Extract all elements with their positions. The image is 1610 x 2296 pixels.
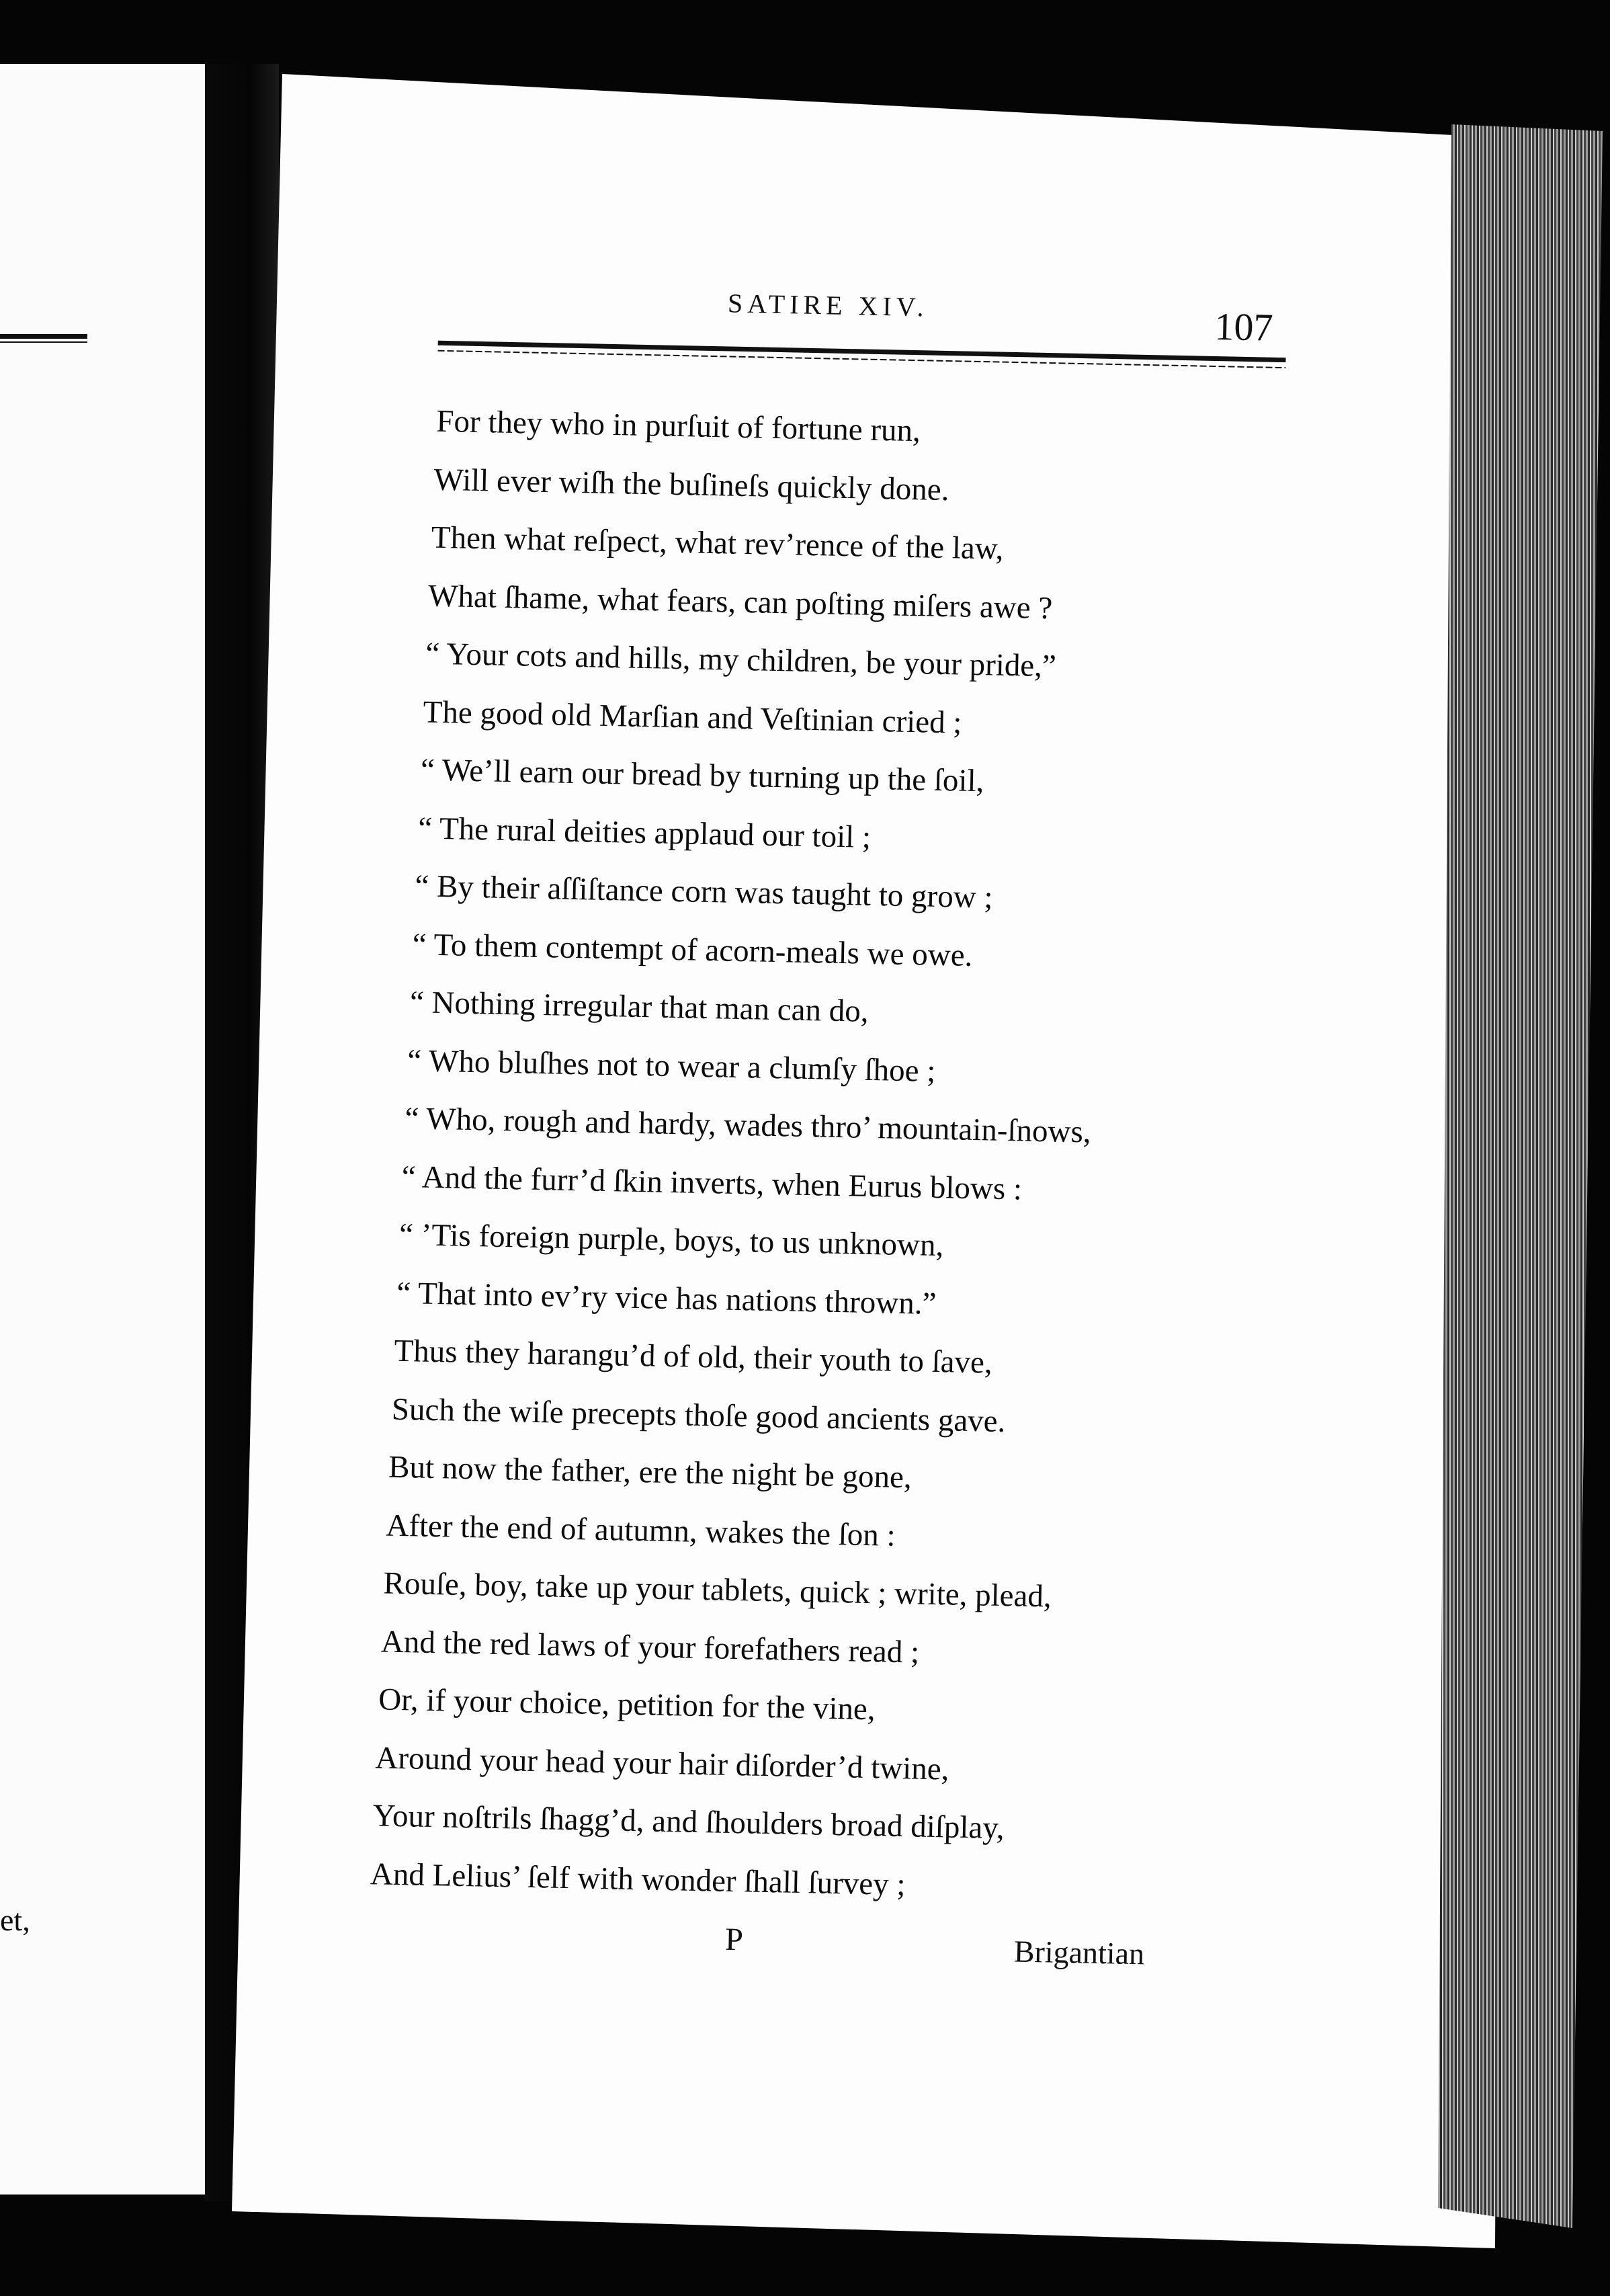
verse-line: Or, if your choice, petition for the vine, (378, 1682, 876, 1727)
verse-line: “ We’ll earn our bread by turning up the ſoil, (420, 752, 984, 799)
verse-line: “ Who, rough and hardy, wades thro’ mountain-ſnows, (405, 1101, 1092, 1150)
verse-line: Your noſtrils ſhagg’d, and ſhoulders broad diſplay, (372, 1798, 1005, 1846)
verse-line: “ To them contempt of acorn-meals we owe. (412, 926, 973, 973)
verse-line: After the end of autumn, wakes the ſon : (385, 1508, 896, 1553)
verse-line: “ ’Tis foreign purple, boys, to us unknown, (398, 1217, 944, 1264)
verse-line: “ Your cots and hills, my children, be your pride,” (425, 636, 1057, 684)
verse-line: “ Who bluſhes not to wear a clumſy ſhoe ; (407, 1042, 936, 1089)
running-head: SATIRE XIV. (727, 288, 929, 323)
verse-line: Around your head your hair diſorder’d twine, (374, 1739, 949, 1787)
verse-line: And the red laws of your forefathers read ; (380, 1623, 920, 1670)
verse-line: Then what reſpect, what rev’rence of the law, (431, 520, 1004, 567)
page-number: 107 (1214, 304, 1274, 350)
verse-line: The good old Marſian and Veſtinian cried ; (423, 694, 962, 741)
verse-line: Thus they harangu’d of old, their youth to ſave, (394, 1333, 993, 1381)
verse-line: Such the wiſe precepts thoſe good ancients gave. (391, 1391, 1006, 1439)
verse-line: Will ever wiſh the buſineſs quickly done. (433, 462, 949, 507)
verse-line: “ That into ev’ry vice has nations thrown.” (396, 1275, 937, 1321)
poem-text (370, 393, 1310, 1922)
verse-line: But now the father, ere the night be gone, (388, 1449, 913, 1495)
verse-line: What ſhame, what fears, can poſting miſers awe ? (427, 578, 1053, 626)
verse-line: And Lelius’ ſelf with wonder ſhall ſurvey ; (370, 1856, 906, 1902)
verse-line: “ Nothing irregular that man can do, (409, 985, 870, 1029)
left-page-fragment: et, (0, 1903, 30, 1937)
verse-line: “ The rural deities applaud our toil ; (417, 810, 872, 855)
verse-line: “ And the furr’d ſkin inverts, when Eurus blows : (401, 1159, 1023, 1206)
signature-mark: P (724, 1921, 744, 1958)
verse-line: Rouſe, boy, take up your tablets, quick ; write, plead, (383, 1565, 1052, 1614)
catchword: Brigantian (1013, 1934, 1145, 1971)
verse-line: “ By their aſſiſtance corn was taught to grow ; (415, 868, 994, 915)
verse-line: For they who in purſuit of fortune run, (435, 403, 921, 449)
